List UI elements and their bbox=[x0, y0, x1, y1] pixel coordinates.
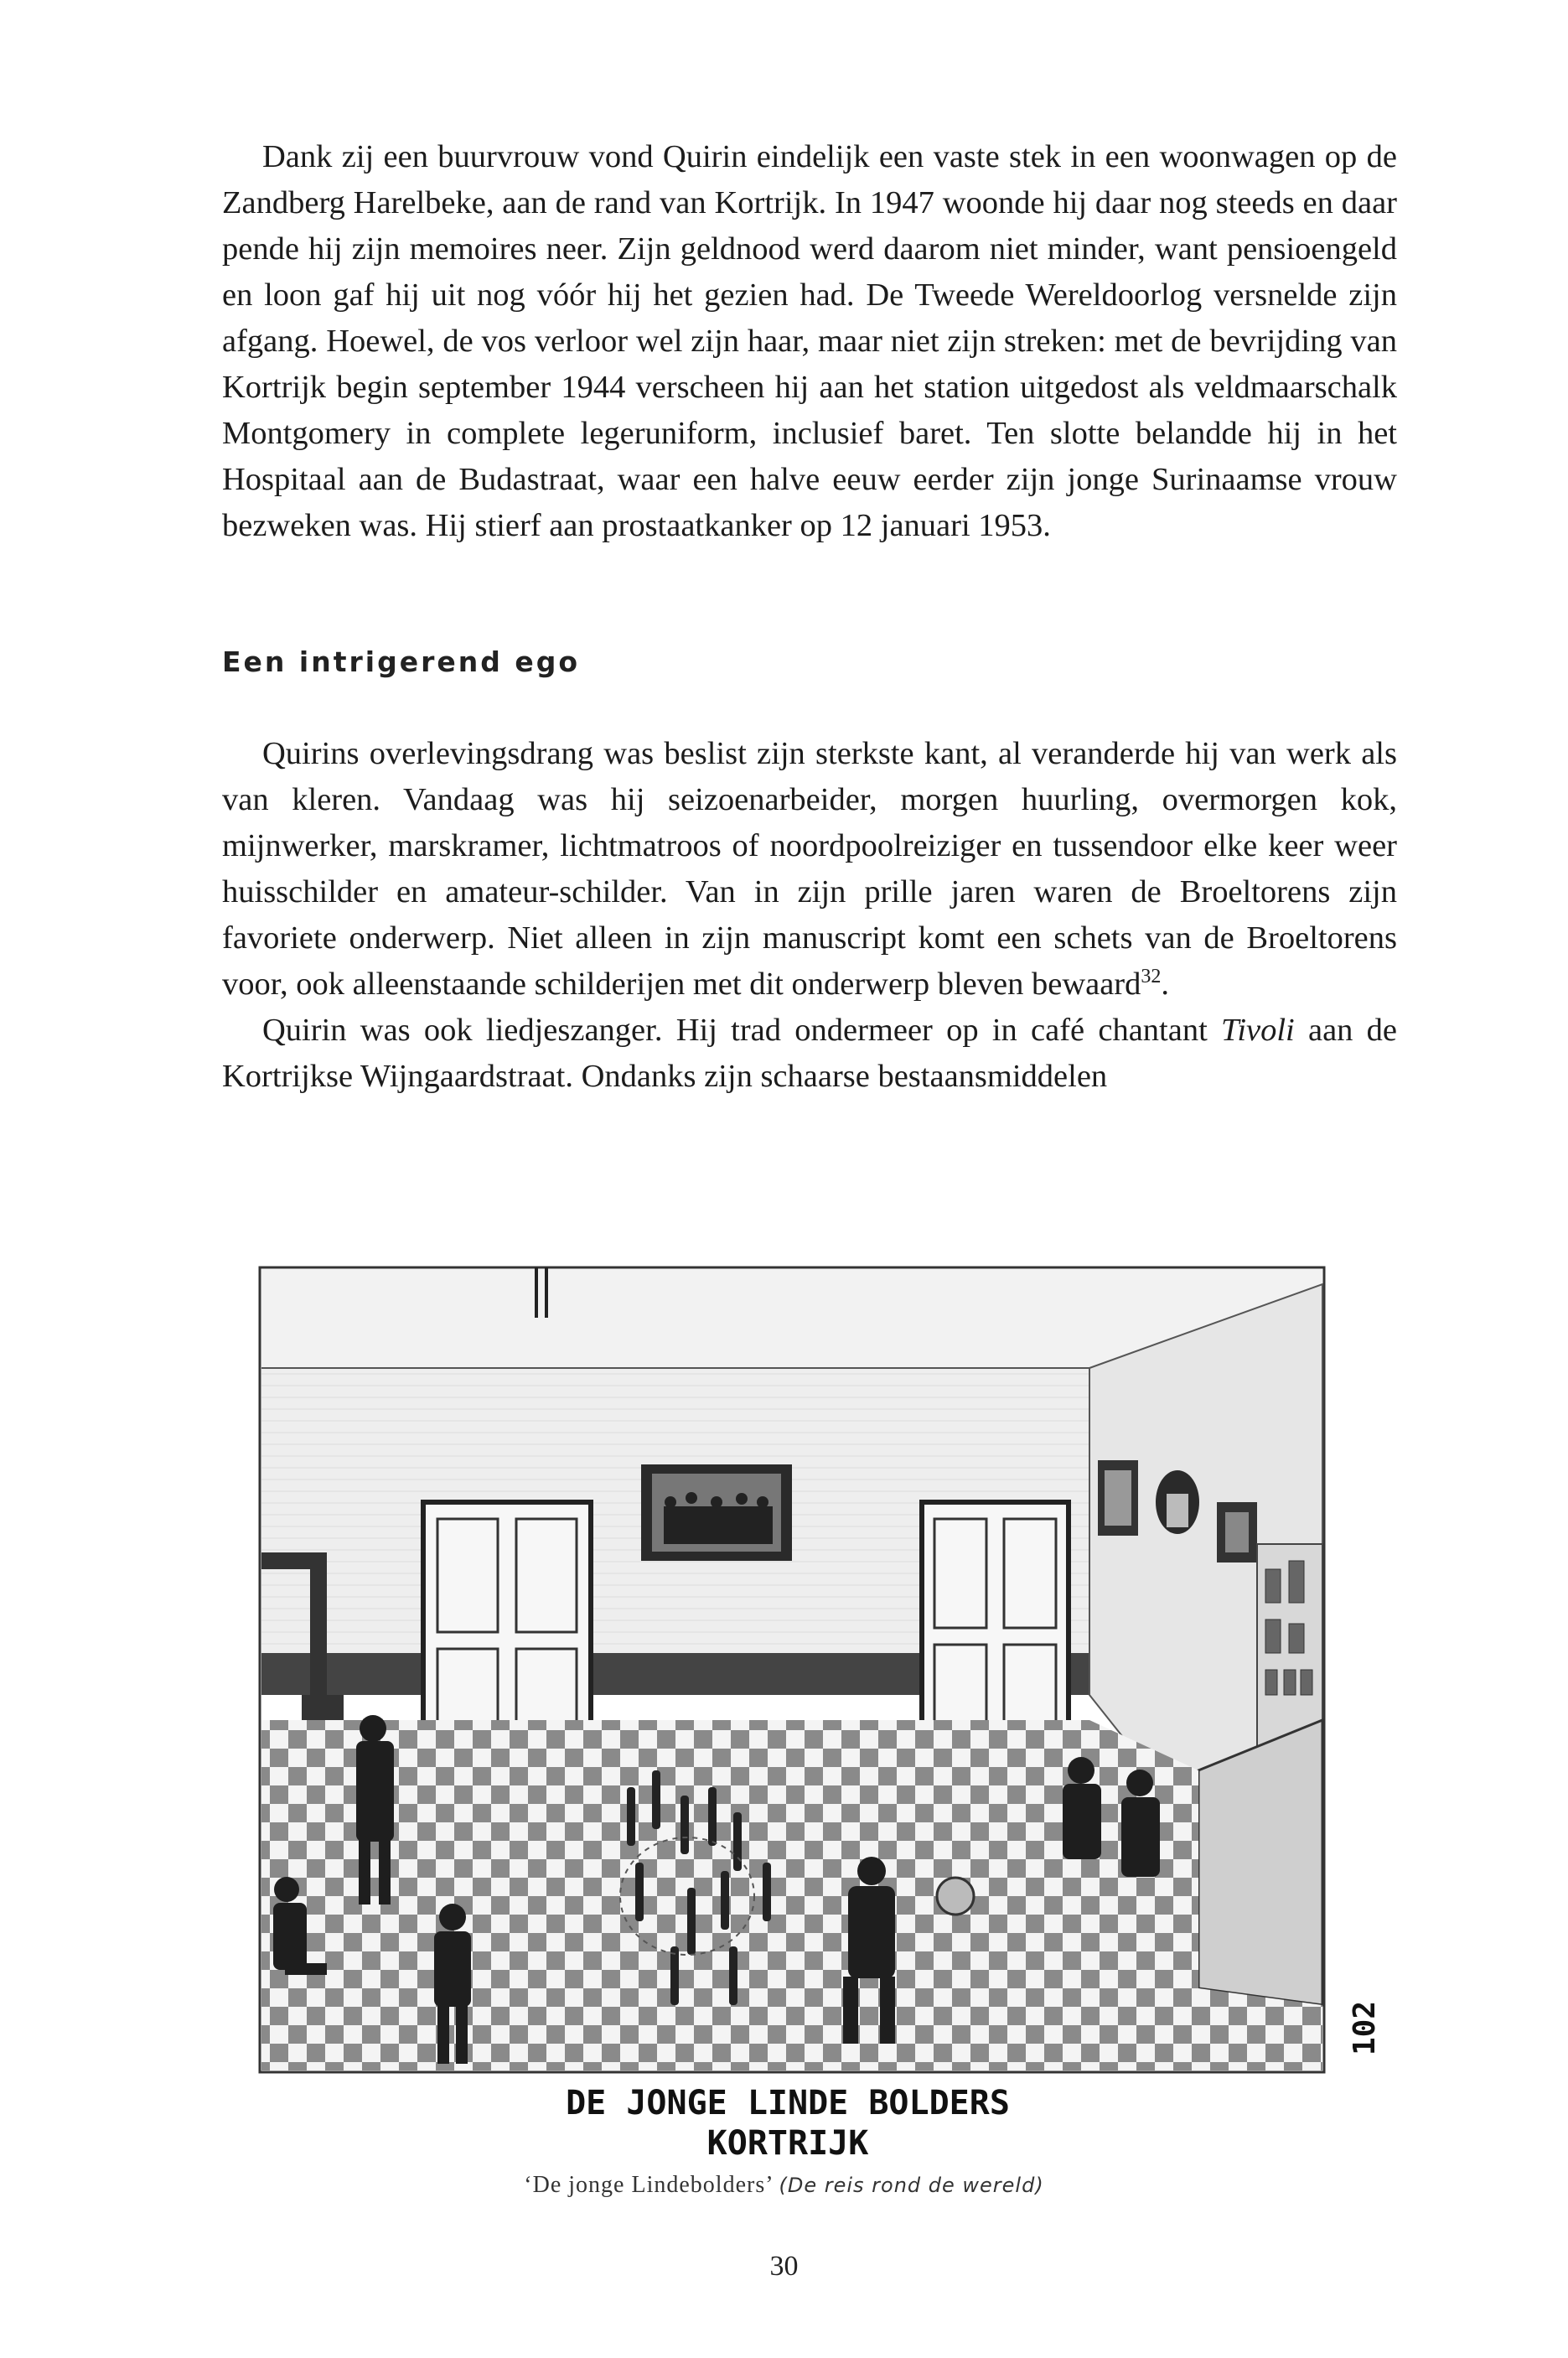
caption-title: ‘De jonge Lindebolders’ bbox=[524, 2172, 779, 2198]
paragraph-3-start: Quirin was ook liedjeszanger. Hij trad ondermeer op in café chantant bbox=[262, 1013, 1222, 1048]
paragraph-3-end: aan de Kortrijkse Wijngaardstraat. Ondanks zijn schaarse bestaansmiddelen bbox=[222, 1013, 1398, 1094]
footnote-reference: 32 bbox=[1141, 966, 1162, 988]
section-heading: Een intrigerend ego bbox=[222, 645, 581, 678]
paragraph-2-end: . bbox=[1161, 967, 1169, 1002]
paragraph-3 bbox=[222, 1008, 1397, 1100]
figure-caption bbox=[0, 2172, 1568, 2199]
paragraph-1: Dank zij een buurvrouw vond Quirin eindelijk een vaste stek in een woonwagen op de Zandberg Harelbeke, aan de rand van Kortrijk. In 1947 woonde hij daar nog steeds en daar pende hij zijn memoires neer. Zijn geldnood werd daarom niet minder, want pensioengeld en loon gaf hij uit nog vóór hij het gezien had. De Tweede Wereldoorlog versnelde zijn afgang. Hoewel, de vos verloor wel zijn haar, maar niet zijn streken: met de bevrijding van Kortrijk begin september 1944 verscheen hij aan het station uitgedost als veldmaarschalk Montgomery in complete legeruniform, inclusief baret. Ten slotte belandde hij in het Hospitaal aan de Budastraat, waar een halve eeuw eerder zijn jonge Surinaamse vrouw bezweken was. Hij stierf aan prostaatkanker op 12 januari 1953. bbox=[222, 139, 1397, 543]
body-text-top bbox=[222, 134, 1397, 549]
bar-counter bbox=[1198, 1720, 1322, 2005]
paragraph-2-text: Quirins overlevingsdrang was beslist zijn sterkste kant, al veranderde hij van werk als van kleren. Vandaag was hij seizoenarbeider, morgen huurling, overmorgen kok, mijnwerker, marskramer, lichtmatroos of noordpoolreiziger en tussendoor elke keer weer huisschilder en amateur-schilder. Van in zijn prille jaren waren de Broeltorens zijn favoriete onderwerp. Niet alleen in zijn manuscript komt een schets van de Broeltorens voor, ook alleenstaande schilderijen met dit onderwerp bleven bewaard bbox=[222, 736, 1397, 1002]
drawing-title-line-1: DE JONGE LINDE BOLDERS bbox=[566, 2084, 1010, 2122]
cafe-drawing-illustration bbox=[251, 1251, 1382, 2173]
venue-name: Tivoli bbox=[1221, 1013, 1295, 1048]
page-number: 30 bbox=[769, 2251, 799, 2282]
caption-source: (De reis rond de wereld) bbox=[779, 2174, 1044, 2197]
checkered-floor bbox=[261, 1720, 1322, 2070]
body-text-section bbox=[222, 731, 1397, 1100]
drawing-side-number: 102 bbox=[1348, 2000, 1382, 2055]
bowling-ball bbox=[937, 1878, 974, 1915]
paragraph-2 bbox=[222, 731, 1397, 1008]
drawing-title-line-2: KORTRIJK bbox=[706, 2124, 869, 2163]
